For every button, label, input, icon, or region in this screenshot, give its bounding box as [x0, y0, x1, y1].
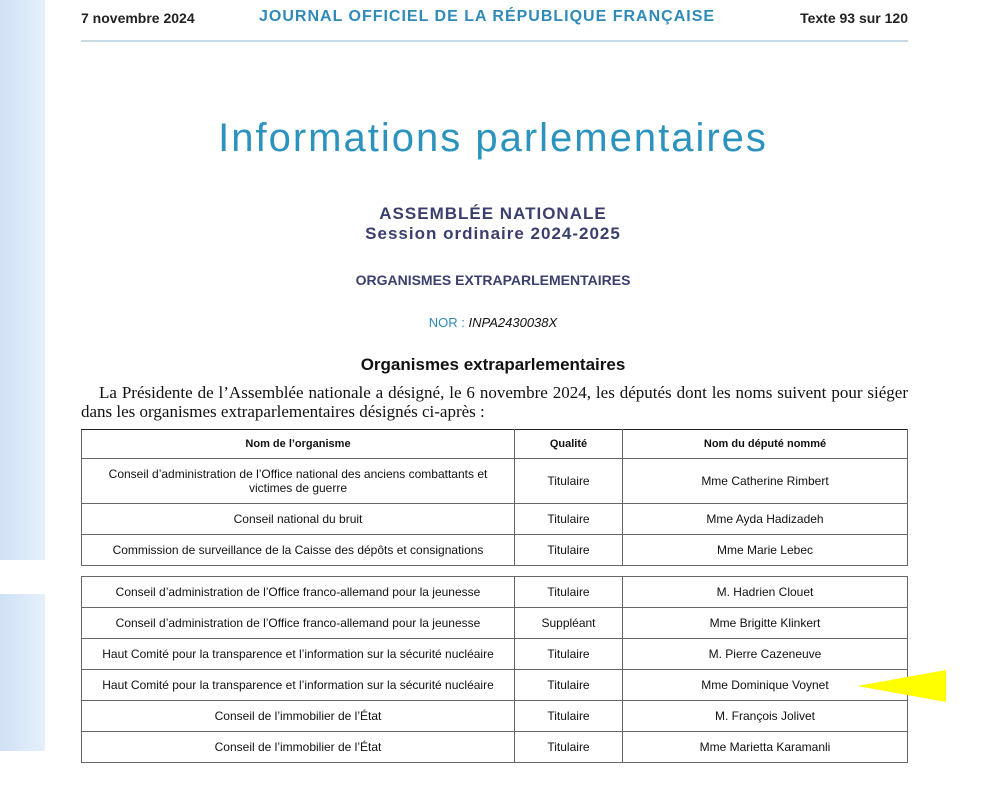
table-row: [82, 504, 908, 535]
appointments-table-top: [81, 429, 907, 560]
cell-depute: Mme Marie Lebec: [623, 535, 908, 566]
section-title: Organismes extraparlementaires: [360, 355, 626, 374]
table-row: [82, 732, 908, 763]
table-header-row: [82, 430, 908, 459]
cell-organisme: Conseil de l’immobilier de l’État: [82, 732, 515, 763]
cell-organisme: Commission de surveillance de la Caisse des dépôts et consignations: [82, 535, 515, 566]
column-header-qualite: Qualité: [515, 430, 623, 459]
cell-qualite: Suppléant: [515, 608, 623, 639]
header-divider: [81, 40, 908, 42]
cell-depute: Mme Brigitte Klinkert: [623, 608, 908, 639]
header-journal-title: JOURNAL OFFICIEL DE LA RÉPUBLIQUE FRANÇAISE: [259, 8, 716, 25]
table-row: [82, 459, 908, 504]
cell-depute: M. Hadrien Clouet: [623, 577, 908, 608]
cell-qualite: Titulaire: [515, 639, 623, 670]
header-text-counter: Texte 93 sur 120: [800, 10, 908, 26]
cell-qualite: Titulaire: [515, 701, 623, 732]
cell-qualite: Titulaire: [515, 535, 623, 566]
chamber-heading: [0, 204, 986, 244]
intro-paragraph: La Présidente de l’Assemblée nationale a désigné, le 6 novembre 2024, les députés dont les noms suivent pour siéger dans les organismes extraparlementaires désignés ci-après :: [81, 383, 908, 421]
cell-organisme: Conseil de l’immobilier de l’État: [82, 701, 515, 732]
cell-organisme: Conseil d’administration de l’Office franco-allemand pour la jeunesse: [82, 608, 515, 639]
pointer-triangle: [857, 670, 946, 702]
appointments-table-bottom: [81, 585, 907, 754]
table-row: [82, 639, 908, 670]
cell-organisme: Conseil national du bruit: [82, 504, 515, 535]
nor-label: NOR :: [428, 315, 465, 330]
chamber-name: ASSEMBLÉE NATIONALE: [379, 204, 607, 223]
cell-depute: M. Pierre Cazeneuve: [623, 639, 908, 670]
session-label: Session ordinaire 2024-2025: [365, 224, 621, 243]
table-row: [82, 670, 908, 701]
page-title: Informations parlementaires: [218, 116, 768, 160]
cell-qualite: Titulaire: [515, 459, 623, 504]
table-row: [82, 701, 908, 732]
nor-value: INPA2430038X: [468, 315, 558, 330]
cell-depute: M. François Jolivet: [623, 701, 908, 732]
cell-depute: Mme Marietta Karamanli: [623, 732, 908, 763]
column-header-organisme: Nom de l’organisme: [82, 430, 515, 459]
rubric-heading: ORGANISMES EXTRAPARLEMENTAIRES: [355, 272, 631, 288]
cell-depute: Mme Catherine Rimbert: [623, 459, 908, 504]
nor-reference: [0, 315, 986, 330]
table-row: [82, 535, 908, 566]
table-row: [82, 577, 908, 608]
cell-qualite: Titulaire: [515, 504, 623, 535]
cell-depute: Mme Dominique Voynet: [623, 670, 908, 701]
appointments-table: [81, 429, 908, 566]
cell-qualite: Titulaire: [515, 670, 623, 701]
column-header-depute: Nom du député nommé: [623, 430, 908, 459]
highlight-pointer-icon: [857, 670, 946, 702]
cell-organisme: Conseil d’administration de l’Office national des anciens combattants et victimes de guerre: [82, 459, 515, 504]
table-row: [82, 608, 908, 639]
cell-organisme: Haut Comité pour la transparence et l’information sur la sécurité nucléaire: [82, 639, 515, 670]
appointments-table-continued: [81, 576, 908, 763]
cell-organisme: Conseil d’administration de l’Office franco-allemand pour la jeunesse: [82, 577, 515, 608]
header-date: 7 novembre 2024: [81, 10, 195, 26]
cell-qualite: Titulaire: [515, 577, 623, 608]
cell-depute: Mme Ayda Hadizadeh: [623, 504, 908, 535]
cell-organisme: Haut Comité pour la transparence et l’information sur la sécurité nucléaire: [82, 670, 515, 701]
cell-qualite: Titulaire: [515, 732, 623, 763]
